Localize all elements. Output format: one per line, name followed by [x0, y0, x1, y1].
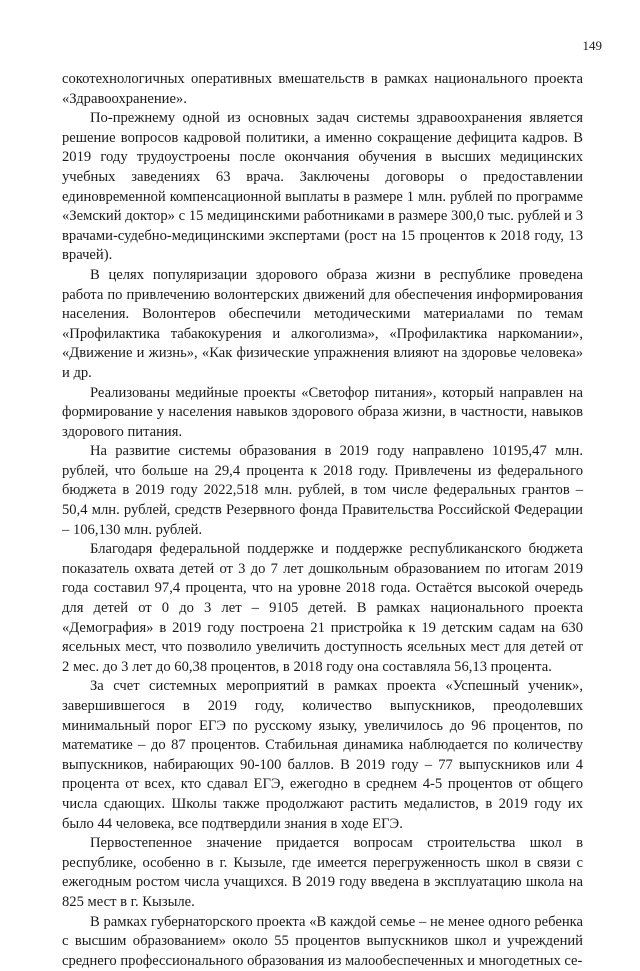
- paragraph-preschool: Благодаря федеральной поддержке и поддержке республиканского бюджета показатель охвата детей от 3 до 7 лет дошкольным образованием по итогам 2019 года составил 97,4 процента, что на уровне 2018 года. Остаётся высокой очередь для детей от 0 до 3 лет – 9105 детей. В рамках национального проекта «Демография» в 2019 году построена 21 пристройка к 19 детским садам на 630 ясельных мест, что позволило увеличить доступность ясельных мест для детей от 2 мес. до 3 лет до 60,38 процентов, в 2018 году она составляла 56,13 процента.: [62, 541, 583, 675]
- paragraph-education-funding: На развитие системы образования в 2019 году направлено 10195,47 млн. рублей, что больше на 29,4 процента к 2018 году. Привлечены из федерального бюджета в 2019 году 2022,518 млн. рублей, в том числе федеральных грантов – 50,4 млн. рублей, средств Резервного фонда Правительства Российской Федерации – 106,130 млн. рублей.: [62, 443, 583, 538]
- paragraph-governor-project: В рамках губернаторского проекта «В каждой семье – не менее одного ребенка с высшим образованием» около 55 процентов выпускников школ и учреждений среднего профессионального образования из малообеспеченных и многодетных се-: [62, 913, 583, 969]
- paragraph-continuation: сокотехнологичных оперативных вмешательств в рамках национального проекта «Здравоохранение».: [62, 71, 583, 107]
- paragraph-media-projects: Реализованы медийные проекты «Светофор питания», который направлен на формирование у населения навыков здорового образа жизни, в частности, навыков здорового питания.: [62, 384, 583, 440]
- paragraph-healthy-lifestyle: В целях популяризации здорового образа жизни в республике проведена работа по привлечению волонтерских движений для обеспечения информирования населения. Волонтеров обеспечили методическими материалами по темам «Профилактика табакокурения и алкоголизма», «Профилактика наркомании», «Движение и жизнь», «Как физические упражнения влияют на здоровье человека» и др.: [62, 266, 583, 381]
- body-text: [62, 70, 583, 971]
- paragraph-healthcare-staffing: По-прежнему одной из основных задач системы здравоохранения является решение вопросов кадровой политики, а именно сокращение дефицита кадров. В 2019 году трудоустроены после окончания обучения в высших медицинских учебных заведениях 63 врача. Заключены договоры о предоставлении единовременной компенсационной выплаты в размере 1 млн. рублей по программе «Земский доктор» с 15 медицинскими работниками в размере 300,0 тыс. рублей и 3 врачами-судебно-медицинскими экспертами (рост на 15 процентов к 2018 году, 13 врачей).: [62, 110, 583, 264]
- paragraph-school-construction: Первостепенное значение придается вопросам строительства школ в республике, особенно в г. Кызыле, где имеется перегруженность школ в связи с ежегодным ростом числа учащихся. В 2019 году введена в эксплуатацию школа на 825 мест в г. Кызыле.: [62, 835, 583, 910]
- paragraph-exam-results: За счет системных мероприятий в рамках проекта «Успешный ученик», завершившегося в 2019 году, количество выпускников, преодолевших минимальный порог ЕГЭ по русскому языку, увеличилось до 96 процентов, по математике – до 87 процентов. Стабильная динамика наблюдается по количеству выпускников, набирающих 90-100 баллов. В 2019 году – 77 выпускников или 4 процента от всех, кто сдавал ЕГЭ, ежегодно в среднем 4-5 процентов от общего числа сдающих. Школы также продолжают растить медалистов, в 2019 году их было 44 человека, все подтвердили знания в ходе ЕГЭ.: [62, 678, 583, 832]
- page-number: 149: [582, 38, 602, 53]
